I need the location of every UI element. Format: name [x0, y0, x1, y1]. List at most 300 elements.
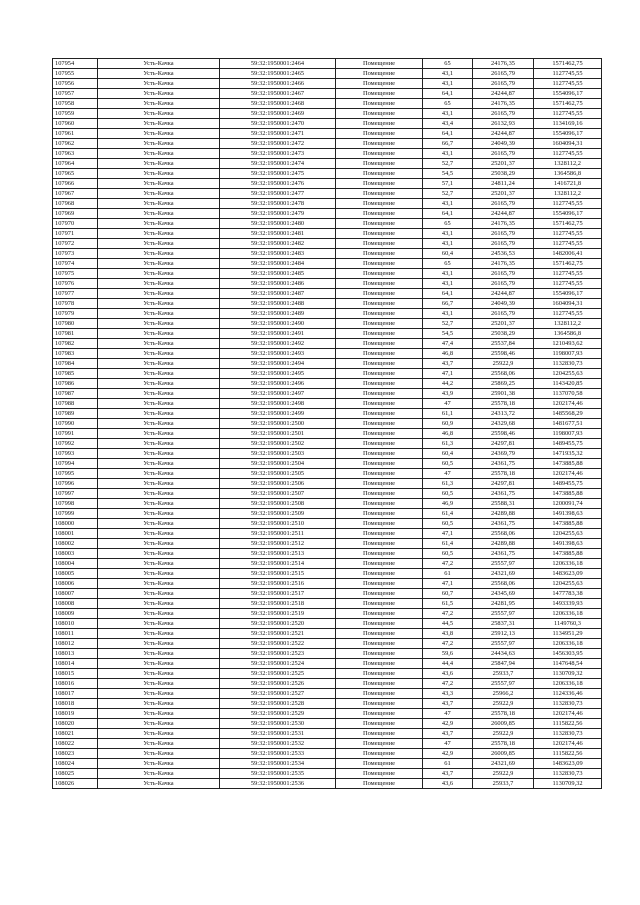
row-number-cell: 107974 [53, 259, 98, 269]
cadastral-cost-cell: 1115822,56 [534, 749, 602, 759]
cadastral-number-cell: 59:32:1950001:2499 [220, 409, 336, 419]
table-row [53, 629, 602, 639]
area-cell: 54,5 [423, 329, 473, 339]
row-number-cell: 107967 [53, 189, 98, 199]
area-cell: 47 [423, 469, 473, 479]
object-type-cell: Помещение [336, 69, 423, 79]
object-type-cell: Помещение [336, 559, 423, 569]
settlement-cell: Усть-Качка [98, 249, 220, 259]
cadastral-cost-cell: 1554096,17 [534, 89, 602, 99]
row-number-cell: 107988 [53, 399, 98, 409]
object-type-cell: Помещение [336, 319, 423, 329]
unit-value-cell: 25201,37 [473, 319, 534, 329]
cadastral-cost-cell: 1554096,17 [534, 129, 602, 139]
cadastral-number-cell: 59:32:1950001:2489 [220, 309, 336, 319]
area-cell: 52,7 [423, 189, 473, 199]
area-cell: 61,4 [423, 539, 473, 549]
object-type-cell: Помещение [336, 719, 423, 729]
cadastral-number-cell: 59:32:1950001:2486 [220, 279, 336, 289]
settlement-cell: Усть-Качка [98, 569, 220, 579]
cadastral-cost-cell: 1198007,93 [534, 349, 602, 359]
unit-value-cell: 24289,88 [473, 539, 534, 549]
object-type-cell: Помещение [336, 259, 423, 269]
area-cell: 43,1 [423, 109, 473, 119]
area-cell: 60,5 [423, 489, 473, 499]
unit-value-cell: 25578,18 [473, 469, 534, 479]
settlement-cell: Усть-Качка [98, 599, 220, 609]
area-cell: 61,4 [423, 509, 473, 519]
table-row [53, 539, 602, 549]
area-cell: 52,7 [423, 159, 473, 169]
settlement-cell: Усть-Качка [98, 449, 220, 459]
area-cell: 43,1 [423, 239, 473, 249]
unit-value-cell: 25588,31 [473, 499, 534, 509]
table-row [53, 329, 602, 339]
cadastral-cost-cell: 1132830,73 [534, 769, 602, 779]
table-row [53, 609, 602, 619]
table-row [53, 119, 602, 129]
table-row [53, 639, 602, 649]
row-number-cell: 107983 [53, 349, 98, 359]
settlement-cell: Усть-Качка [98, 369, 220, 379]
unit-value-cell: 25922,9 [473, 699, 534, 709]
row-number-cell: 107957 [53, 89, 98, 99]
settlement-cell: Усть-Качка [98, 779, 220, 789]
cadastral-cost-cell: 1134169,16 [534, 119, 602, 129]
cadastral-number-cell: 59:32:1950001:2513 [220, 549, 336, 559]
row-number-cell: 107985 [53, 369, 98, 379]
cadastral-number-cell: 59:32:1950001:2503 [220, 449, 336, 459]
cadastral-number-cell: 59:32:1950001:2474 [220, 159, 336, 169]
area-cell: 43,7 [423, 359, 473, 369]
cadastral-number-cell: 59:32:1950001:2466 [220, 79, 336, 89]
table-row [53, 199, 602, 209]
object-type-cell: Помещение [336, 99, 423, 109]
settlement-cell: Усть-Качка [98, 219, 220, 229]
unit-value-cell: 25598,46 [473, 349, 534, 359]
row-number-cell: 107959 [53, 109, 98, 119]
table-row [53, 659, 602, 669]
unit-value-cell: 24321,69 [473, 759, 534, 769]
object-type-cell: Помещение [336, 779, 423, 789]
table-row [53, 99, 602, 109]
row-number-cell: 107975 [53, 269, 98, 279]
settlement-cell: Усть-Качка [98, 539, 220, 549]
area-cell: 43,1 [423, 149, 473, 159]
cadastral-number-cell: 59:32:1950001:2483 [220, 249, 336, 259]
area-cell: 64,1 [423, 129, 473, 139]
area-cell: 60,7 [423, 589, 473, 599]
row-number-cell: 108010 [53, 619, 98, 629]
unit-value-cell: 26165,79 [473, 79, 534, 89]
cadastral-cost-cell: 1202174,46 [534, 399, 602, 409]
row-number-cell: 107993 [53, 449, 98, 459]
object-type-cell: Помещение [336, 229, 423, 239]
cadastral-number-cell: 59:32:1950001:2473 [220, 149, 336, 159]
row-number-cell: 107956 [53, 79, 98, 89]
cadastral-number-cell: 59:32:1950001:2518 [220, 599, 336, 609]
table-row [53, 169, 602, 179]
settlement-cell: Усть-Качка [98, 609, 220, 619]
settlement-cell: Усть-Качка [98, 649, 220, 659]
cadastral-cost-cell: 1127745,55 [534, 309, 602, 319]
unit-value-cell: 25038,29 [473, 169, 534, 179]
table-row [53, 259, 602, 269]
area-cell: 47,4 [423, 339, 473, 349]
table-row [53, 699, 602, 709]
object-type-cell: Помещение [336, 349, 423, 359]
unit-value-cell: 25568,06 [473, 369, 534, 379]
row-number-cell: 108004 [53, 559, 98, 569]
cadastral-cost-cell: 1204255,63 [534, 529, 602, 539]
object-type-cell: Помещение [336, 649, 423, 659]
row-number-cell: 107971 [53, 229, 98, 239]
cadastral-cost-cell: 1483623,09 [534, 569, 602, 579]
cadastral-cost-cell: 1456303,95 [534, 649, 602, 659]
cadastral-cost-cell: 1604094,31 [534, 139, 602, 149]
area-cell: 44,5 [423, 619, 473, 629]
row-number-cell: 108015 [53, 669, 98, 679]
cadastral-cost-cell: 1130709,32 [534, 669, 602, 679]
cadastral-cost-cell: 1132830,73 [534, 359, 602, 369]
unit-value-cell: 24176,35 [473, 99, 534, 109]
table-row [53, 469, 602, 479]
settlement-cell: Усть-Качка [98, 719, 220, 729]
unit-value-cell: 25557,97 [473, 609, 534, 619]
object-type-cell: Помещение [336, 609, 423, 619]
row-number-cell: 107970 [53, 219, 98, 229]
cadastral-cost-cell: 1127745,55 [534, 79, 602, 89]
row-number-cell: 108005 [53, 569, 98, 579]
settlement-cell: Усть-Качка [98, 299, 220, 309]
cadastral-number-cell: 59:32:1950001:2493 [220, 349, 336, 359]
table-row [53, 769, 602, 779]
row-number-cell: 108002 [53, 539, 98, 549]
object-type-cell: Помещение [336, 89, 423, 99]
settlement-cell: Усть-Качка [98, 169, 220, 179]
cadastral-number-cell: 59:32:1950001:2476 [220, 179, 336, 189]
cadastral-number-cell: 59:32:1950001:2510 [220, 519, 336, 529]
unit-value-cell: 25578,18 [473, 739, 534, 749]
cadastral-number-cell: 59:32:1950001:2487 [220, 289, 336, 299]
object-type-cell: Помещение [336, 299, 423, 309]
row-number-cell: 108024 [53, 759, 98, 769]
area-cell: 52,7 [423, 319, 473, 329]
settlement-cell: Усть-Качка [98, 209, 220, 219]
cadastral-cost-cell: 1206336,18 [534, 609, 602, 619]
settlement-cell: Усть-Качка [98, 459, 220, 469]
cadastral-number-cell: 59:32:1950001:2496 [220, 379, 336, 389]
row-number-cell: 108007 [53, 589, 98, 599]
row-number-cell: 108006 [53, 579, 98, 589]
cadastral-number-cell: 59:32:1950001:2477 [220, 189, 336, 199]
cadastral-cost-cell: 1143420,85 [534, 379, 602, 389]
cadastral-cost-cell: 1473885,88 [534, 549, 602, 559]
cadastral-number-cell: 59:32:1950001:2511 [220, 529, 336, 539]
object-type-cell: Помещение [336, 119, 423, 129]
row-number-cell: 108026 [53, 779, 98, 789]
object-type-cell: Помещение [336, 769, 423, 779]
cadastral-cost-cell: 1481677,51 [534, 419, 602, 429]
row-number-cell: 107963 [53, 149, 98, 159]
row-number-cell: 107964 [53, 159, 98, 169]
area-cell: 43,1 [423, 229, 473, 239]
unit-value-cell: 24244,87 [473, 89, 534, 99]
object-type-cell: Помещение [336, 289, 423, 299]
table-row [53, 379, 602, 389]
object-type-cell: Помещение [336, 409, 423, 419]
table-row [53, 79, 602, 89]
area-cell: 66,7 [423, 139, 473, 149]
settlement-cell: Усть-Качка [98, 619, 220, 629]
object-type-cell: Помещение [336, 449, 423, 459]
settlement-cell: Усть-Качка [98, 269, 220, 279]
cadastral-cost-cell: 1471935,32 [534, 449, 602, 459]
row-number-cell: 108025 [53, 769, 98, 779]
settlement-cell: Усть-Качка [98, 659, 220, 669]
table-row [53, 669, 602, 679]
object-type-cell: Помещение [336, 59, 423, 69]
table-row [53, 89, 602, 99]
cadastral-cost-cell: 1571462,75 [534, 259, 602, 269]
table-row [53, 439, 602, 449]
cadastral-number-cell: 59:32:1950001:2535 [220, 769, 336, 779]
unit-value-cell: 26165,79 [473, 279, 534, 289]
area-cell: 60,5 [423, 459, 473, 469]
table-row [53, 359, 602, 369]
settlement-cell: Усть-Качка [98, 159, 220, 169]
object-type-cell: Помещение [336, 569, 423, 579]
object-type-cell: Помещение [336, 549, 423, 559]
table-row [53, 519, 602, 529]
area-cell: 47,1 [423, 529, 473, 539]
object-type-cell: Помещение [336, 519, 423, 529]
cadastral-cost-cell: 1328112,2 [534, 159, 602, 169]
cadastral-cost-cell: 1489455,75 [534, 479, 602, 489]
object-type-cell: Помещение [336, 109, 423, 119]
cadastral-cost-cell: 1571462,75 [534, 59, 602, 69]
object-type-cell: Помещение [336, 339, 423, 349]
unit-value-cell: 25922,9 [473, 729, 534, 739]
table-row [53, 499, 602, 509]
row-number-cell: 107987 [53, 389, 98, 399]
table-row [53, 779, 602, 789]
object-type-cell: Помещение [336, 499, 423, 509]
cadastral-cost-cell: 1491398,63 [534, 509, 602, 519]
cadastral-cost-cell: 1416721,8 [534, 179, 602, 189]
object-type-cell: Помещение [336, 479, 423, 489]
cadastral-cost-cell: 1554096,17 [534, 209, 602, 219]
cadastral-cost-cell: 1483623,09 [534, 759, 602, 769]
cadastral-number-cell: 59:32:1950001:2478 [220, 199, 336, 209]
row-number-cell: 107954 [53, 59, 98, 69]
unit-value-cell: 25568,06 [473, 579, 534, 589]
table-row [53, 69, 602, 79]
table-row [53, 409, 602, 419]
area-cell: 42,9 [423, 719, 473, 729]
settlement-cell: Усть-Качка [98, 59, 220, 69]
settlement-cell: Усть-Качка [98, 89, 220, 99]
row-number-cell: 107966 [53, 179, 98, 189]
cadastral-cost-cell: 1127745,55 [534, 69, 602, 79]
cadastral-cost-cell: 1473885,88 [534, 519, 602, 529]
cadastral-number-cell: 59:32:1950001:2530 [220, 719, 336, 729]
area-cell: 43,7 [423, 769, 473, 779]
table-row [53, 149, 602, 159]
table-row [53, 719, 602, 729]
object-type-cell: Помещение [336, 359, 423, 369]
cadastral-number-cell: 59:32:1950001:2495 [220, 369, 336, 379]
cadastral-number-cell: 59:32:1950001:2527 [220, 689, 336, 699]
table-row [53, 759, 602, 769]
unit-value-cell: 26165,79 [473, 149, 534, 159]
unit-value-cell: 26165,79 [473, 269, 534, 279]
area-cell: 60,4 [423, 249, 473, 259]
cadastral-number-cell: 59:32:1950001:2517 [220, 589, 336, 599]
cadastral-number-cell: 59:32:1950001:2516 [220, 579, 336, 589]
area-cell: 57,1 [423, 179, 473, 189]
cadastral-cost-cell: 1124336,46 [534, 689, 602, 699]
table-row [53, 159, 602, 169]
settlement-cell: Усть-Качка [98, 479, 220, 489]
area-cell: 43,8 [423, 629, 473, 639]
table-row [53, 419, 602, 429]
cadastral-cost-cell: 1554096,17 [534, 289, 602, 299]
table-row [53, 729, 602, 739]
row-number-cell: 107961 [53, 129, 98, 139]
settlement-cell: Усть-Качка [98, 629, 220, 639]
row-number-cell: 108014 [53, 659, 98, 669]
settlement-cell: Усть-Качка [98, 529, 220, 539]
area-cell: 47,1 [423, 369, 473, 379]
row-number-cell: 107982 [53, 339, 98, 349]
table-row [53, 309, 602, 319]
unit-value-cell: 25537,84 [473, 339, 534, 349]
unit-value-cell: 26132,93 [473, 119, 534, 129]
cadastral-cost-cell: 1137070,58 [534, 389, 602, 399]
row-number-cell: 108019 [53, 709, 98, 719]
area-cell: 47 [423, 709, 473, 719]
table-row [53, 429, 602, 439]
settlement-cell: Усть-Качка [98, 689, 220, 699]
unit-value-cell: 24281,95 [473, 599, 534, 609]
settlement-cell: Усть-Качка [98, 509, 220, 519]
row-number-cell: 107998 [53, 499, 98, 509]
table-row [53, 399, 602, 409]
unit-value-cell: 24434,63 [473, 649, 534, 659]
cadastral-number-cell: 59:32:1950001:2464 [220, 59, 336, 69]
object-type-cell: Помещение [336, 169, 423, 179]
object-type-cell: Помещение [336, 129, 423, 139]
row-number-cell: 107962 [53, 139, 98, 149]
table-row [53, 549, 602, 559]
row-number-cell: 107972 [53, 239, 98, 249]
unit-value-cell: 25201,37 [473, 189, 534, 199]
unit-value-cell: 25578,18 [473, 399, 534, 409]
unit-value-cell: 24361,75 [473, 489, 534, 499]
settlement-cell: Усть-Качка [98, 189, 220, 199]
object-type-cell: Помещение [336, 159, 423, 169]
settlement-cell: Усть-Качка [98, 639, 220, 649]
area-cell: 65 [423, 99, 473, 109]
cadastral-value-table [52, 58, 602, 789]
area-cell: 43,6 [423, 669, 473, 679]
row-number-cell: 107980 [53, 319, 98, 329]
area-cell: 64,1 [423, 89, 473, 99]
unit-value-cell: 25578,18 [473, 709, 534, 719]
settlement-cell: Усть-Качка [98, 79, 220, 89]
area-cell: 46,8 [423, 429, 473, 439]
table-row [53, 189, 602, 199]
unit-value-cell: 24321,69 [473, 569, 534, 579]
area-cell: 46,9 [423, 499, 473, 509]
settlement-cell: Усть-Качка [98, 579, 220, 589]
row-number-cell: 108021 [53, 729, 98, 739]
row-number-cell: 108022 [53, 739, 98, 749]
object-type-cell: Помещение [336, 749, 423, 759]
unit-value-cell: 25557,97 [473, 639, 534, 649]
unit-value-cell: 25557,97 [473, 679, 534, 689]
cadastral-number-cell: 59:32:1950001:2494 [220, 359, 336, 369]
table-row [53, 689, 602, 699]
cadastral-number-cell: 59:32:1950001:2536 [220, 779, 336, 789]
cadastral-number-cell: 59:32:1950001:2523 [220, 649, 336, 659]
area-cell: 61 [423, 569, 473, 579]
unit-value-cell: 25201,37 [473, 159, 534, 169]
area-cell: 43,1 [423, 79, 473, 89]
object-type-cell: Помещение [336, 389, 423, 399]
row-number-cell: 107979 [53, 309, 98, 319]
cadastral-cost-cell: 1127745,55 [534, 279, 602, 289]
cadastral-cost-cell: 1206336,18 [534, 679, 602, 689]
object-type-cell: Помещение [336, 699, 423, 709]
row-number-cell: 108011 [53, 629, 98, 639]
row-number-cell: 107958 [53, 99, 98, 109]
area-cell: 43,7 [423, 729, 473, 739]
table-row [53, 279, 602, 289]
unit-value-cell: 24244,87 [473, 129, 534, 139]
area-cell: 44,4 [423, 659, 473, 669]
area-cell: 43,9 [423, 389, 473, 399]
cadastral-number-cell: 59:32:1950001:2490 [220, 319, 336, 329]
object-type-cell: Помещение [336, 709, 423, 719]
row-number-cell: 107977 [53, 289, 98, 299]
object-type-cell: Помещение [336, 379, 423, 389]
object-type-cell: Помещение [336, 729, 423, 739]
unit-value-cell: 24289,88 [473, 509, 534, 519]
cadastral-cost-cell: 1134951,29 [534, 629, 602, 639]
row-number-cell: 107973 [53, 249, 98, 259]
cadastral-cost-cell: 1204255,63 [534, 579, 602, 589]
settlement-cell: Усть-Качка [98, 309, 220, 319]
settlement-cell: Усть-Качка [98, 489, 220, 499]
unit-value-cell: 24329,68 [473, 419, 534, 429]
table-row [53, 59, 602, 69]
table-row [53, 339, 602, 349]
row-number-cell: 108020 [53, 719, 98, 729]
unit-value-cell: 26165,79 [473, 69, 534, 79]
cadastral-cost-cell: 1202174,46 [534, 709, 602, 719]
settlement-cell: Усть-Качка [98, 319, 220, 329]
unit-value-cell: 24297,81 [473, 479, 534, 489]
unit-value-cell: 25837,31 [473, 619, 534, 629]
settlement-cell: Усть-Качка [98, 439, 220, 449]
settlement-cell: Усть-Качка [98, 349, 220, 359]
cadastral-cost-cell: 1206336,18 [534, 639, 602, 649]
area-cell: 60,9 [423, 419, 473, 429]
area-cell: 64,1 [423, 289, 473, 299]
unit-value-cell: 24361,75 [473, 459, 534, 469]
